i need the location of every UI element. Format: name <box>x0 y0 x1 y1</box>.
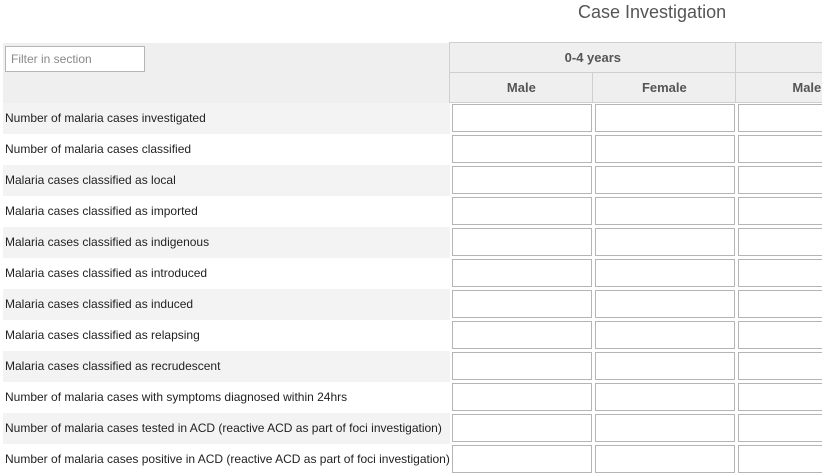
value-cell <box>450 444 593 475</box>
value-input-0-4-male[interactable] <box>452 414 592 442</box>
value-cell <box>450 196 593 227</box>
value-input-next-male[interactable] <box>738 228 822 256</box>
sex-header-female: Female <box>593 73 736 103</box>
value-cell <box>450 103 593 134</box>
row-label: Malaria cases classified as relapsing <box>3 320 450 351</box>
value-input-next-male[interactable] <box>738 104 822 132</box>
value-cell <box>736 382 822 413</box>
value-cell <box>736 196 822 227</box>
value-cell <box>450 351 593 382</box>
row-label: Malaria cases classified as imported <box>3 196 450 227</box>
value-cell <box>450 320 593 351</box>
age-group-header-0-4: 0-4 years <box>450 43 736 73</box>
value-input-next-male[interactable] <box>738 259 822 287</box>
table-row <box>3 320 822 351</box>
table-row <box>3 196 822 227</box>
value-input-0-4-male[interactable] <box>452 445 592 473</box>
row-label: Number of malaria cases tested in ACD (reactive ACD as part of foci investigation) <box>3 413 450 444</box>
sex-header-male: Male <box>450 73 593 103</box>
value-cell <box>593 351 736 382</box>
value-cell <box>450 382 593 413</box>
value-cell <box>736 351 822 382</box>
value-input-next-male[interactable] <box>738 321 822 349</box>
age-group-header-next <box>736 43 822 73</box>
row-label: Malaria cases classified as recrudescent <box>3 351 450 382</box>
sex-header-male-next: Male <box>736 73 822 103</box>
value-cell <box>593 165 736 196</box>
table-row <box>3 413 822 444</box>
value-cell <box>736 227 822 258</box>
value-input-0-4-female[interactable] <box>595 228 735 256</box>
row-label: Number of malaria cases positive in ACD (reactive ACD as part of foci investigation) <box>3 444 450 475</box>
value-cell <box>450 413 593 444</box>
table-row <box>3 351 822 382</box>
value-input-0-4-male[interactable] <box>452 321 592 349</box>
value-input-next-male[interactable] <box>738 135 822 163</box>
value-input-0-4-female[interactable] <box>595 383 735 411</box>
table-row <box>3 227 822 258</box>
value-input-0-4-female[interactable] <box>595 104 735 132</box>
value-cell <box>450 258 593 289</box>
value-input-0-4-female[interactable] <box>595 259 735 287</box>
value-input-0-4-female[interactable] <box>595 321 735 349</box>
value-input-0-4-female[interactable] <box>595 135 735 163</box>
value-input-0-4-male[interactable] <box>452 166 592 194</box>
data-entry-table <box>3 42 822 475</box>
value-cell <box>736 103 822 134</box>
value-cell <box>593 382 736 413</box>
table-row <box>3 382 822 413</box>
table-row <box>3 289 822 320</box>
value-input-0-4-female[interactable] <box>595 290 735 318</box>
value-input-0-4-female[interactable] <box>595 166 735 194</box>
row-label: Number of malaria cases investigated <box>3 103 450 134</box>
value-input-next-male[interactable] <box>738 414 822 442</box>
data-entry-rows <box>3 103 822 475</box>
value-input-0-4-male[interactable] <box>452 135 592 163</box>
value-input-next-male[interactable] <box>738 290 822 318</box>
table-row <box>3 444 822 475</box>
value-cell <box>593 444 736 475</box>
value-cell <box>593 258 736 289</box>
value-cell <box>593 320 736 351</box>
value-cell <box>593 227 736 258</box>
value-input-next-male[interactable] <box>738 166 822 194</box>
value-input-0-4-male[interactable] <box>452 383 592 411</box>
value-cell <box>450 289 593 320</box>
value-cell <box>736 289 822 320</box>
value-cell <box>593 413 736 444</box>
row-label: Number of malaria cases classified <box>3 134 450 165</box>
value-cell <box>593 196 736 227</box>
value-input-0-4-female[interactable] <box>595 352 735 380</box>
value-input-0-4-male[interactable] <box>452 228 592 256</box>
table-row <box>3 134 822 165</box>
row-label: Malaria cases classified as indigenous <box>3 227 450 258</box>
value-cell <box>593 289 736 320</box>
value-input-0-4-female[interactable] <box>595 414 735 442</box>
table-row <box>3 165 822 196</box>
value-cell <box>736 413 822 444</box>
table-row <box>3 103 822 134</box>
value-input-0-4-male[interactable] <box>452 259 592 287</box>
value-input-0-4-male[interactable] <box>452 104 592 132</box>
value-cell <box>736 320 822 351</box>
row-label: Number of malaria cases with symptoms diagnosed within 24hrs <box>3 382 450 413</box>
value-input-0-4-female[interactable] <box>595 445 735 473</box>
table-row <box>3 258 822 289</box>
value-input-0-4-male[interactable] <box>452 352 592 380</box>
table-corner <box>3 43 450 103</box>
row-label: Malaria cases classified as induced <box>3 289 450 320</box>
row-label: Malaria cases classified as introduced <box>3 258 450 289</box>
value-cell <box>450 227 593 258</box>
value-cell <box>450 165 593 196</box>
value-input-0-4-female[interactable] <box>595 197 735 225</box>
value-cell <box>736 165 822 196</box>
value-input-next-male[interactable] <box>738 352 822 380</box>
row-label: Malaria cases classified as local <box>3 165 450 196</box>
value-input-0-4-male[interactable] <box>452 197 592 225</box>
value-cell <box>736 134 822 165</box>
filter-input[interactable] <box>5 46 145 72</box>
value-input-next-male[interactable] <box>738 445 822 473</box>
value-input-next-male[interactable] <box>738 197 822 225</box>
value-cell <box>593 103 736 134</box>
value-input-0-4-male[interactable] <box>452 290 592 318</box>
value-cell <box>736 444 822 475</box>
section-title: Case Investigation <box>578 2 727 22</box>
value-cell <box>450 134 593 165</box>
value-cell <box>736 258 822 289</box>
value-input-next-male[interactable] <box>738 383 822 411</box>
value-cell <box>593 134 736 165</box>
